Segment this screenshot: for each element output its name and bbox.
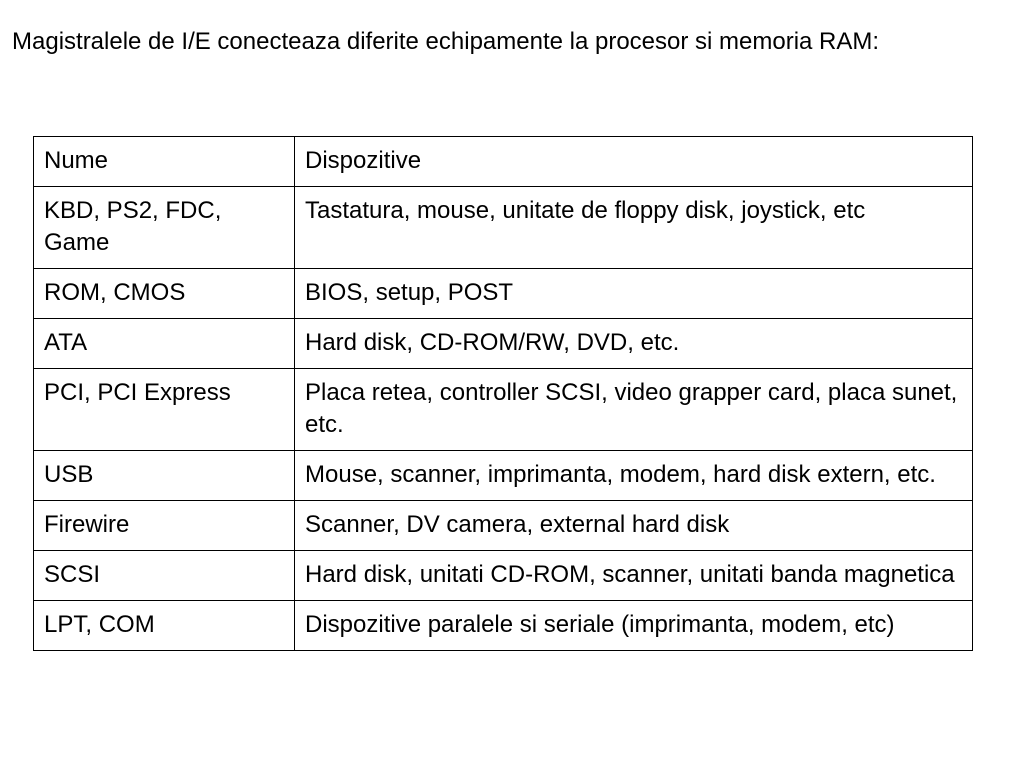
bus-devices-table bbox=[33, 136, 973, 651]
cell-bus-name: SCSI bbox=[34, 551, 295, 601]
table-row bbox=[34, 601, 973, 651]
cell-bus-name: LPT, COM bbox=[34, 601, 295, 651]
table-row bbox=[34, 551, 973, 601]
cell-devices: Hard disk, unitati CD-ROM, scanner, unitati banda magnetica bbox=[295, 551, 973, 601]
cell-devices: Dispozitive paralele si seriale (imprimanta, modem, etc) bbox=[295, 601, 973, 651]
table-row bbox=[34, 319, 973, 369]
cell-bus-name: ROM, CMOS bbox=[34, 269, 295, 319]
table-row bbox=[34, 269, 973, 319]
cell-devices: Hard disk, CD-ROM/RW, DVD, etc. bbox=[295, 319, 973, 369]
cell-bus-name: KBD, PS2, FDC, Game bbox=[34, 187, 295, 269]
cell-devices: Tastatura, mouse, unitate de floppy disk, joystick, etc bbox=[295, 187, 973, 269]
cell-devices: Mouse, scanner, imprimanta, modem, hard disk extern, etc. bbox=[295, 451, 973, 501]
table-header-row bbox=[34, 137, 973, 187]
table-row bbox=[34, 501, 973, 551]
header-cell-name: Nume bbox=[34, 137, 295, 187]
table-row bbox=[34, 187, 973, 269]
intro-paragraph: Magistralele de I/E conecteaza diferite echipamente la procesor si memoria RAM: bbox=[12, 28, 880, 55]
header-cell-devices: Dispozitive bbox=[295, 137, 973, 187]
table-row bbox=[34, 451, 973, 501]
cell-bus-name: PCI, PCI Express bbox=[34, 369, 295, 451]
cell-bus-name: Firewire bbox=[34, 501, 295, 551]
cell-bus-name: ATA bbox=[34, 319, 295, 369]
table-row bbox=[34, 369, 973, 451]
cell-devices: BIOS, setup, POST bbox=[295, 269, 973, 319]
cell-bus-name: USB bbox=[34, 451, 295, 501]
cell-devices: Scanner, DV camera, external hard disk bbox=[295, 501, 973, 551]
cell-devices: Placa retea, controller SCSI, video grapper card, placa sunet, etc. bbox=[295, 369, 973, 451]
